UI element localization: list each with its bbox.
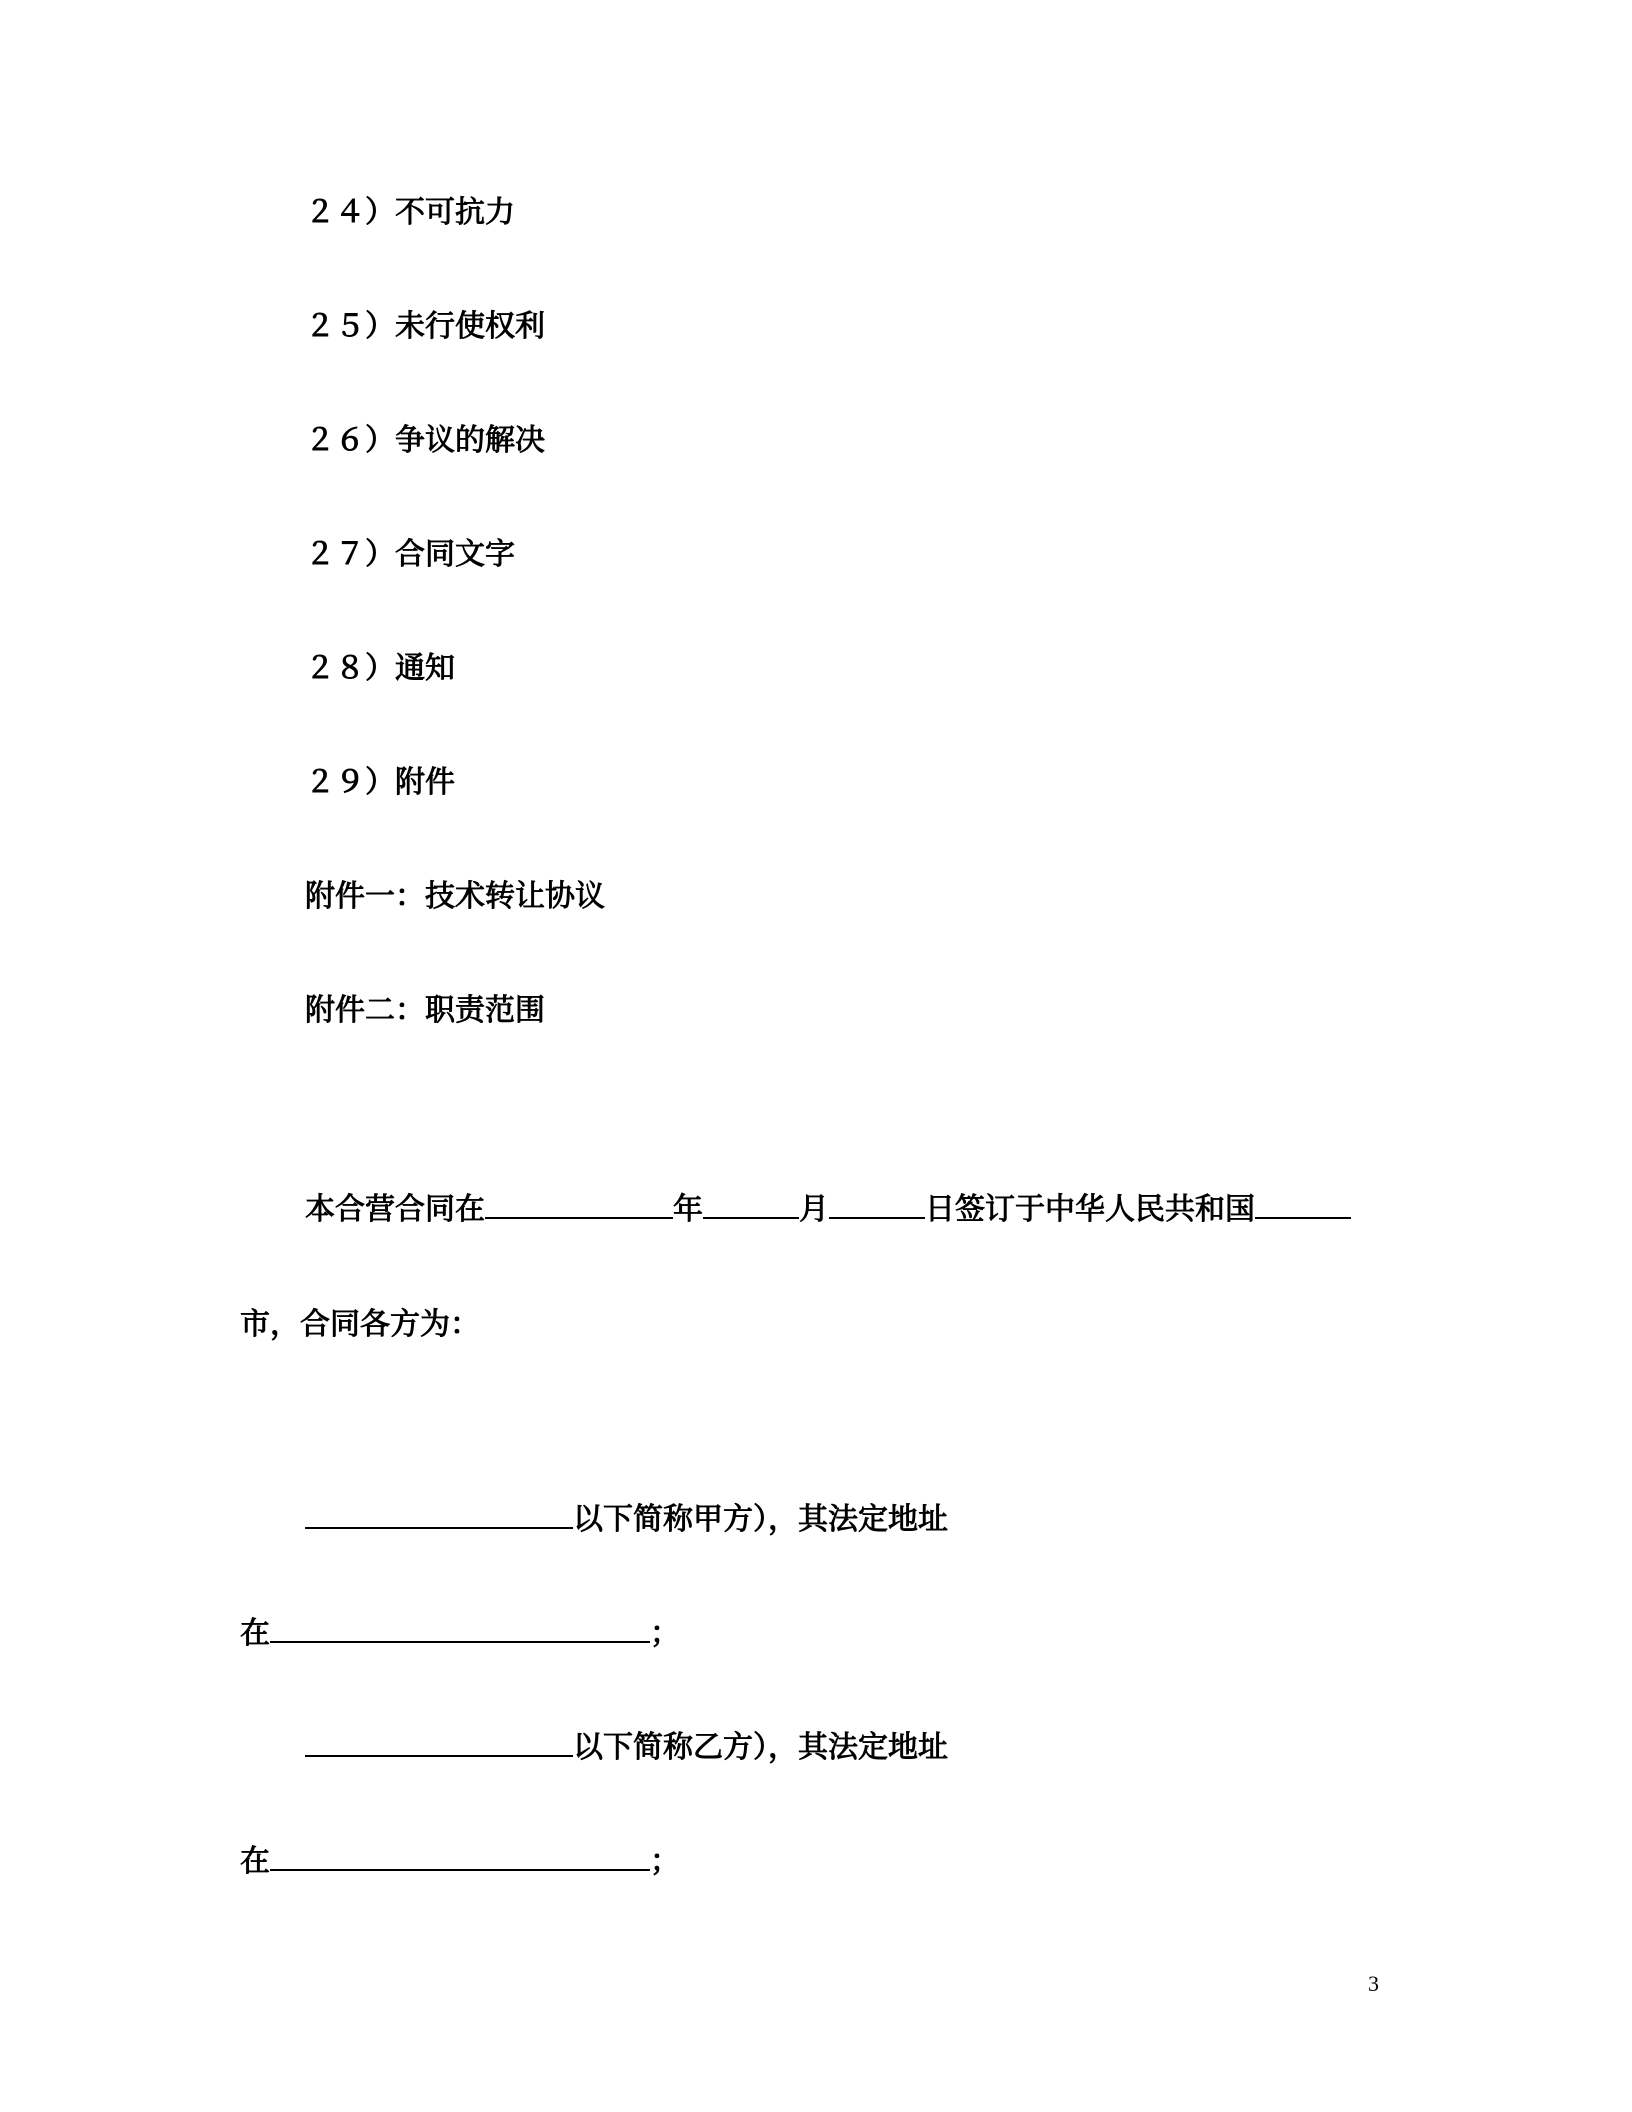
month-blank [703,1187,799,1219]
preamble-line-2: 市，合同各方为： [240,1307,480,1342]
party-a-label: 以下简称甲方），其法定地址 [573,1502,948,1537]
appendix-2: 附件二：职责范围 [305,993,545,1028]
city-blank [1255,1187,1351,1219]
day-blank [829,1187,925,1219]
toc-item-29: ２９）附件 [305,765,455,800]
page-number: 3 [1368,1971,1379,1996]
year-label: 年 [673,1192,703,1227]
party-b-address-prefix: 在 [240,1844,270,1879]
preamble-line-1 [305,1187,1351,1230]
party-b-name-blank [305,1725,573,1757]
appendix-1: 附件一：技术转让协议 [305,879,605,914]
party-a-address-prefix: 在 [240,1616,270,1651]
party-b-address-blank [270,1839,650,1871]
toc-item-25: ２５）未行使权利 [305,309,545,344]
party-a-address-line [240,1611,680,1654]
toc-item-24: ２４）不可抗力 [305,195,515,230]
toc-item-27: ２７）合同文字 [305,537,515,572]
signed-text: 日签订于中华人民共和国 [925,1192,1255,1227]
toc-item-28: ２８）通知 [305,651,455,686]
month-label: 月 [799,1192,829,1227]
year-blank [485,1187,673,1219]
party-a-address-blank [270,1611,650,1643]
party-b-address-line [240,1839,680,1882]
party-b-line [305,1725,948,1768]
party-b-label: 以下简称乙方），其法定地址 [573,1730,948,1765]
party-a-address-suffix: ； [650,1616,680,1651]
party-a-name-blank [305,1497,573,1529]
toc-item-26: ２６）争议的解决 [305,423,545,458]
party-b-address-suffix: ； [650,1844,680,1879]
preamble-text: 本合营合同在 [305,1192,485,1227]
party-a-line [305,1497,948,1540]
